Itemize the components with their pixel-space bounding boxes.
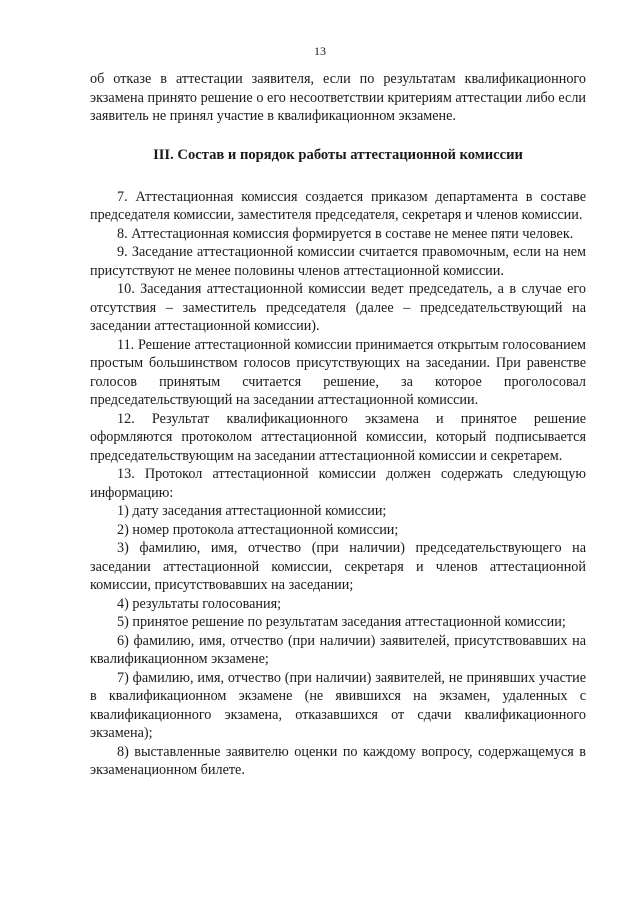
list-item-8: 8) выставленные заявителю оценки по каждому вопросу, содержащемуся в экзаменационном билете. <box>90 743 586 778</box>
clause-11: 11. Решение аттестационной комиссии принимается открытым голосованием простым большинством голосов присутствующих на заседании. При равенстве голосов принятым считается решение, за которое проголосовал председательствующий на заседании аттестационной комиссии. <box>90 336 586 408</box>
intro-paragraph: об отказе в аттестации заявителя, если по результатам квалификационного экзамена принято решение о его несоответствии критериям аттестации либо если заявитель не принял участие в квалификационном экзамене. <box>90 71 586 124</box>
list-item-2: 2) номер протокола аттестационной комиссии; <box>117 521 399 538</box>
page-content <box>90 70 586 780</box>
list-item-4: 4) результаты голосования; <box>117 595 282 612</box>
list-item-7: 7) фамилию, имя, отчество (при наличии) заявителей, не принявших участие в квалификационном экзамене (не явившихся на экзамен, удаленных с квалификационного экзамена, отказавшихся от сдачи квалификационного экзамена); <box>90 669 586 741</box>
list-item-3: 3) фамилию, имя, отчество (при наличии) председательствующего на заседании аттестационной комиссии, секретаря и членов аттестационной комиссии, присутствовавших на заседании; <box>90 540 586 593</box>
list-item-1: 1) дату заседания аттестационной комиссии; <box>117 503 387 519</box>
clause-13: 13. Протокол аттестационной комиссии должен содержать следующую информацию: <box>90 466 586 501</box>
page-number: 13 <box>314 44 326 58</box>
list-item-5: 5) принятое решение по результатам заседания аттестационной комиссии; <box>117 614 566 630</box>
clause-7: 7. Аттестационная комиссия создается приказом департамента в составе председателя комиссии, заместителя председателя, секретаря и членов комиссии. <box>90 188 586 223</box>
list-item-6: 6) фамилию, имя, отчество (при наличии) заявителей, присутствовавших на квалификационном экзамене; <box>90 632 586 667</box>
clause-8: 8. Аттестационная комиссия формируется в составе не менее пяти человек. <box>117 225 574 242</box>
clause-12: 12. Результат квалификационного экзамена и принятое решение оформляются протоколом аттестационной комиссии, который подписывается председательствующим на заседании аттестационной комиссии и секретарем. <box>90 410 586 464</box>
clause-9: 9. Заседание аттестационной комиссии считается правомочным, если на нем присутствуют не менее половины членов аттестационной комиссии. <box>90 244 586 279</box>
section-heading: III. Состав и порядок работы аттестационной комиссии <box>153 146 523 163</box>
clause-10: 10. Заседания аттестационной комиссии ведет председатель, а в случае его отсутствия – заместитель председателя (далее – председательствующий на заседании аттестационной комиссии). <box>90 281 586 334</box>
